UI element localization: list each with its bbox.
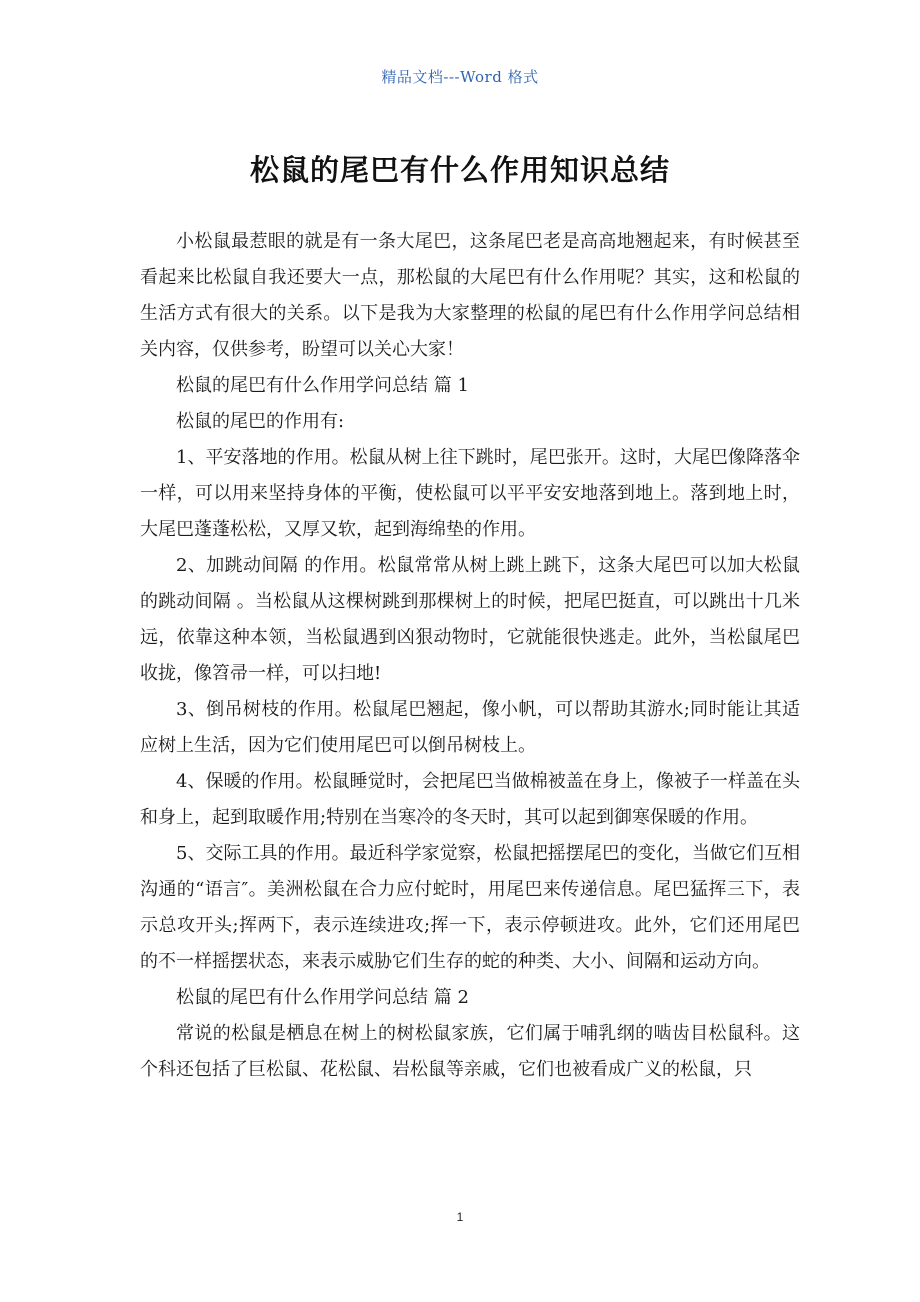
paragraph-landing: 1、平安落地的作用。松鼠从树上往下跳时，尾巴张开。这时，大尾巴像降落伞一样，可以用来坚持身体的平衡，使松鼠可以平平安安地落到地上。落到地上时，大尾巴蓬蓬松松，又厚又软，起到海绵垫的作用。 (140, 447, 800, 540)
paragraph-intro: 小松鼠最惹眼的就是有一条大尾巴，这条尾巴老是高高地翘起来，有时候甚至看起来比松鼠自我还要大一点，那松鼠的大尾巴有什么作用呢？其实，这和松鼠的生活方式有很大的关系。以下是我为大家整理的松鼠的尾巴有什么作用学问总结相关内容，仅供参考，盼望可以关心大家！ (140, 231, 800, 360)
document-header: 精品文档---Word 格式 (381, 68, 539, 86)
paragraph-family: 常说的松鼠是栖息在树上的树松鼠家族，它们属于哺乳纲的啮齿目松鼠科。这个科还包括了巨松鼠、花松鼠、岩松鼠等亲戚，它们也被看成广义的松鼠，只 (140, 1023, 800, 1080)
paragraph-communication: 5、交际工具的作用。最近科学家觉察，松鼠把摇摆尾巴的变化，当做它们互相沟通的“语言″。美洲松鼠在合力应付蛇时，用尾巴来传递信息。尾巴猛挥三下，表示总攻开头;挥两下，表示连续进攻;挥一下，表示停顿进攻。此外，它们还用尾巴的不一样摇摆状态，来表示威胁它们生存的蛇的种类、大小、间隔和运动方向。 (140, 843, 800, 972)
page-number: 1 (456, 1210, 464, 1224)
paragraph-jumping: 2、加跳动间隔 的作用。松鼠常常从树上跳上跳下，这条大尾巴可以加大松鼠的跳动间隔 。当松鼠从这棵树跳到那棵树上的时候，把尾巴挺直，可以跳出十几米远，依靠这种本领，当松鼠遇到凶狠动物时，它就能很快逃走。此外，当松鼠尾巴收拢，像笤帚一样，可以扫地! (140, 555, 800, 684)
section-heading-2: 松鼠的尾巴有什么作用学问总结 篇 2 (176, 987, 469, 1008)
paragraph-tail-functions: 松鼠的尾巴的作用有: (176, 411, 345, 432)
page-title: 松鼠的尾巴有什么作用知识总结 (249, 153, 670, 187)
section-heading-1: 松鼠的尾巴有什么作用学问总结 篇 1 (176, 375, 469, 396)
paragraph-hanging: 3、倒吊树枝的作用。松鼠尾巴翘起，像小帆，可以帮助其游水;同时能让其适应树上生活，因为它们使用尾巴可以倒吊树枝上。 (140, 699, 800, 756)
paragraph-warmth: 4、保暖的作用。松鼠睡觉时，会把尾巴当做棉被盖在身上，像被子一样盖在头和身上，起到取暖作用;特别在当寒冷的冬天时，其可以起到御寒保暖的作用。 (140, 771, 800, 828)
document-body (140, 224, 800, 1088)
